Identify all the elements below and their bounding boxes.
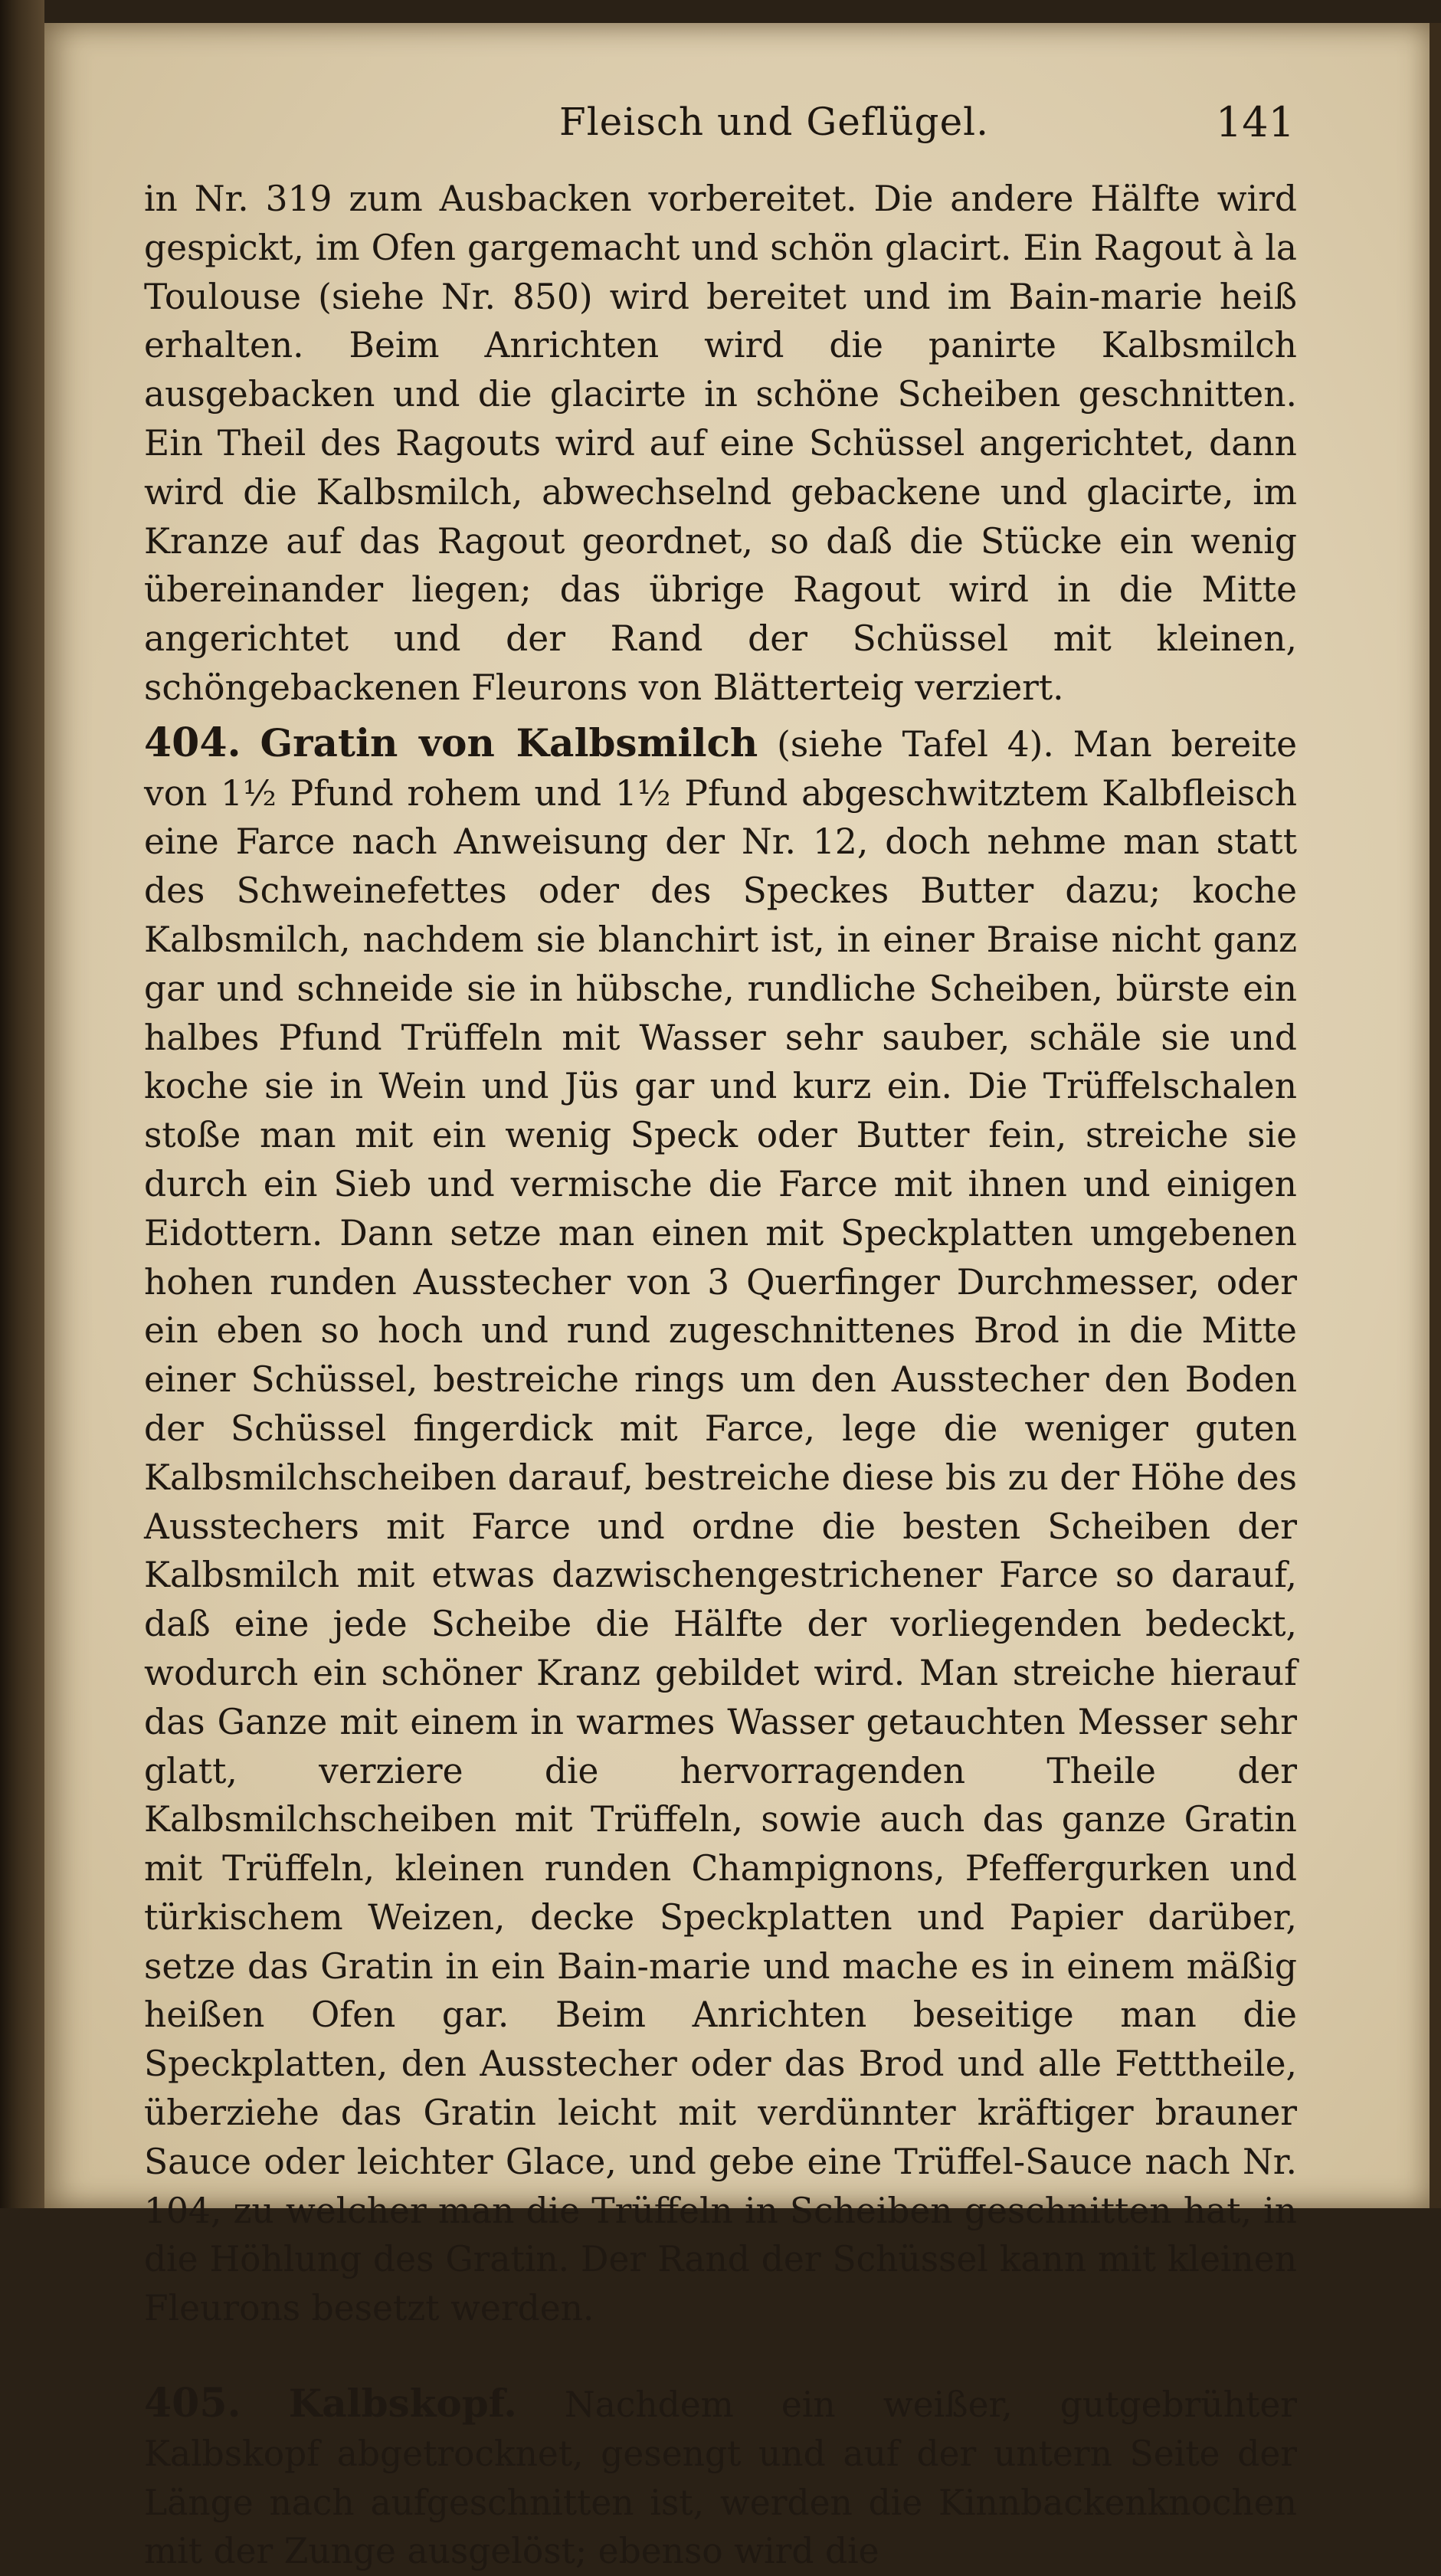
recipe-title: Gratin von Kalbsmilch bbox=[260, 719, 758, 765]
recipe-number: 404. bbox=[144, 719, 241, 766]
intro-paragraph: in Nr. 319 zum Ausbacken vorbereitet. Die andere Hälfte wird gespickt, im Ofen gargemacht und schön glacirt. Ein Ragout à la Toulouse (siehe Nr. 850) wird bereitet und im Bain-marie heiß erhalten. Beim Anrichten wird die panirte Kalbsmilch ausgebacken und die glacirte in schöne Scheiben geschnitten. Ein Theil des Ragouts wird auf eine Schüssel angerichtet, dann wird die Kalbsmilch, abwechselnd gebackene und glacirte, im Kranze auf das Ragout geordnet, so daß die Stücke ein wenig übereinander liegen; das übrige Ragout wird in die Mitte angerichtet und der Rand der Schüssel mit kleinen, schöngebackenen Fleurons von Blätterteig verziert. bbox=[144, 179, 1297, 708]
recipe-text: (siehe Tafel 4). Man bereite von 1½ Pfund rohem und 1½ Pfund abgeschwitztem Kalbfleisch eine Farce nach Anweisung der Nr. 12, doch nehme man statt des Schweinefettes oder des Speckes Butter dazu; koche Kalbsmilch, nachdem sie blanchirt ist, in einer Braise nicht ganz gar und schneide sie in hübsche, rundliche Scheiben, bürste ein halbes Pfund Trüffeln mit Wasser sehr sauber, schäle sie und koche sie in Wein und Jüs gar und kurz ein. Die Trüffelschalen stoße man mit ein wenig Speck oder Butter fein, streiche sie durch ein Sieb und vermische die Farce mit ihnen und einigen Eidottern. Dann setze man einen mit Speckplatten umgebenen hohen runden Ausstecher von 3 Querfinger Durchmesser, oder ein eben so hoch und rund zugeschnittenes Brod in die Mitte einer Schüssel, bestreiche rings um den Ausstecher den Boden der Schüssel fingerdick mit Farce, lege die weniger guten Kalbsmilchscheiben darauf, bestreiche diese bis zu der Höhe des Ausstechers mit Farce und ordne die besten Scheiben der Kalbsmilch mit etwas dazwischengestrichener Farce so darauf, daß eine jede Scheibe die Hälfte der vorliegenden bedeckt, wodurch ein schöner Kranz gebildet wird. Man streiche hierauf das Ganze mit einem in warmes Wasser getauchten Messer sehr glatt, verziere die hervorragenden Theile der Kalbsmilchscheiben mit Trüffeln, sowie auch das ganze Gratin mit Trüffeln, kleinen runden Champignons, Pfeffergurken und türkischem Weizen, decke Speckplatten und Papier darüber, setze das Gratin in ein Bain-marie und mache es in einem mäßig heißen Ofen gar. Beim Anrichten beseitige man die Speckplatten, den Ausstecher oder das Brod und alle Fetttheile, überziehe das Gratin leicht mit verdünnter kräftiger brauner Sauce oder leichter Glace, und gebe eine Trüffel-Sauce nach Nr. 104, zu welcher man die Trüffeln in Scheiben geschnitten hat, in die Höhlung des Gratin. Der Rand der Schüssel kann mit kleinen Fleurons besetzt werden. bbox=[144, 723, 1298, 2329]
book-gutter bbox=[0, 0, 44, 2208]
page-text bbox=[144, 175, 1297, 2576]
running-title: Fleisch und Geflügel. bbox=[559, 100, 990, 144]
recipe-404 bbox=[144, 719, 1297, 2333]
page-number: 141 bbox=[1215, 98, 1295, 146]
page-edge bbox=[1430, 23, 1441, 2208]
page-header bbox=[146, 92, 1295, 153]
recipe-405 bbox=[144, 2379, 1297, 2576]
recipe-title: Kalbskopf. bbox=[288, 2381, 517, 2427]
recipe-number: 405. bbox=[144, 2380, 241, 2427]
recipe-text: Nachdem ein weißer, gutgebrühter Kalbskopf abgetrocknet, gesengt und auf der untern Seite der Länge nach aufgeschnitten ist, werden die Kinnbackenknochen mit der Zunge ausgelöst; ebenso wird die bbox=[144, 2384, 1298, 2572]
